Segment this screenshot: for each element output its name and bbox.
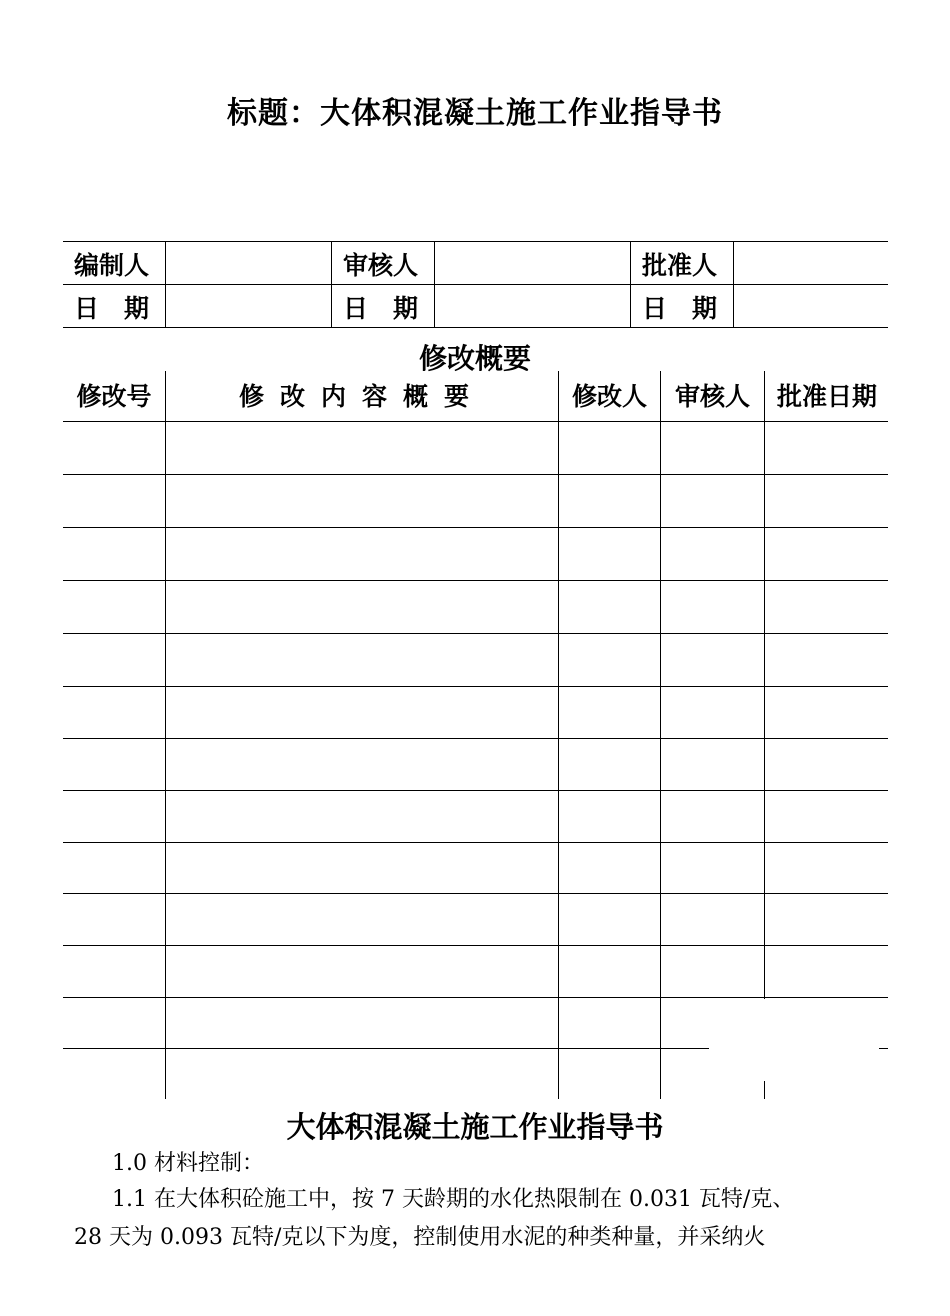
header-approval-date: 批准日期 <box>776 382 877 411</box>
approver-label: 批准人 <box>642 251 718 280</box>
paragraph-line-1: 1.1 在大体积砼施工中，按 7 天龄期的水化热限制在 0.031 瓦特/克、 <box>112 1187 795 1212</box>
header-content: 修改内容概要 <box>238 382 485 411</box>
section-heading: 1.0 材料控制： <box>112 1151 264 1176</box>
compiler-date-label: 日 期 <box>74 294 150 323</box>
paragraph-line-2: 28 天为 0.093 瓦特/克以下为度，控制使用水泥的种类种量，并采纳火 <box>74 1225 766 1250</box>
revision-summary-title: 修改概要 <box>418 342 531 375</box>
approver-date-label: 日 期 <box>642 294 718 323</box>
header-rev-no: 修改号 <box>76 382 152 411</box>
body-title: 大体积混凝土施工作业指导书 <box>286 1110 664 1144</box>
header-modifier: 修改人 <box>571 382 647 411</box>
compiler-label: 编制人 <box>74 251 150 280</box>
header-reviewer: 审核人 <box>674 382 750 411</box>
reviewer-label: 审核人 <box>343 251 419 280</box>
reviewer-date-label: 日 期 <box>343 294 419 323</box>
document-title: 标题：大体积混凝土施工作业指导书 <box>227 96 723 131</box>
